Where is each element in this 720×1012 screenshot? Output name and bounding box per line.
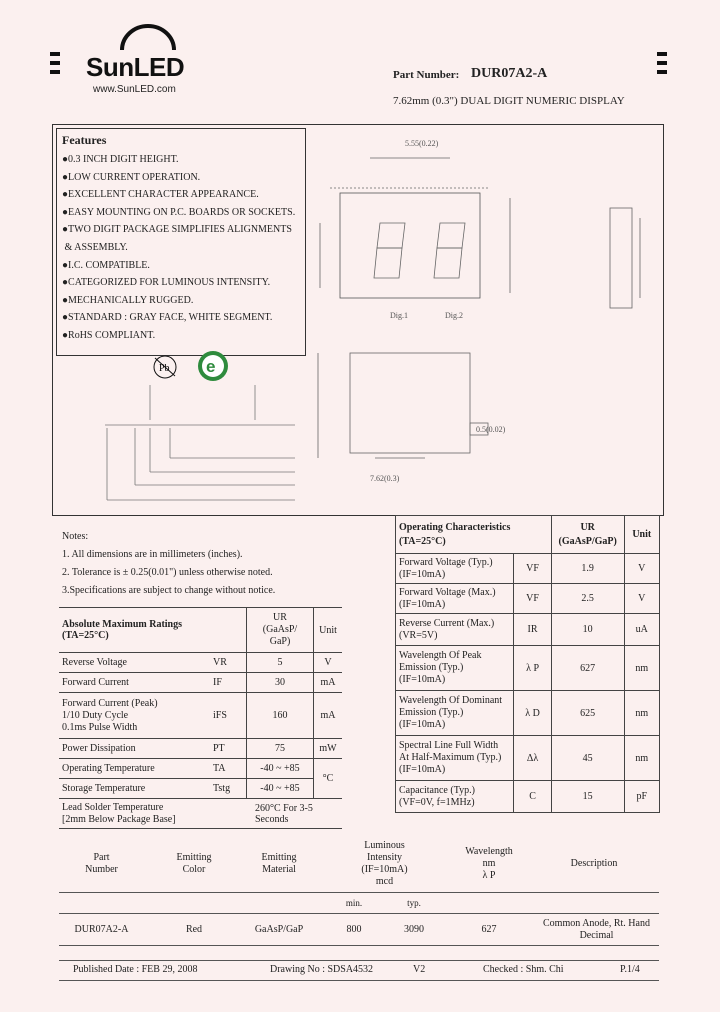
row-part: DUR07A2-A — [74, 924, 129, 935]
dimension-drawing — [310, 128, 660, 508]
left-bars-icon — [50, 52, 60, 79]
part-number: DUR07A2-A — [471, 66, 548, 81]
table-row: Lead Solder Temperature [2mm Below Package Base] 260°C For 3-5 Seconds — [59, 799, 342, 829]
table-row: Storage Temperature Tstg -40 ~ +85 — [59, 779, 342, 799]
table-row: Reverse Current (Max.) (VR=5V) IR 10 uA — [396, 614, 660, 646]
sun-arc-icon — [118, 22, 178, 52]
table-row: Forward Voltage (Typ.) (IF=10mA) VF 1.9 V — [396, 554, 660, 584]
op-title-cell: Operating Characteristics (TA=25°C) — [396, 516, 552, 554]
dig1-label: Dig.1 — [390, 311, 408, 320]
description-header: Description — [570, 858, 618, 869]
notes-title: Notes: — [62, 531, 89, 542]
row-wavelength: 627 — [481, 924, 497, 935]
feature-item: ●I.C. COMPATIBLE. — [62, 259, 150, 271]
amr-ur-header: UR (GaAsP/ GaP) — [247, 608, 314, 653]
svg-text:5.55(0.22): 5.55(0.22) — [405, 139, 439, 148]
feature-item: ●EXCELLENT CHARACTER APPEARANCE. — [62, 189, 259, 201]
row-color: Red — [185, 924, 203, 935]
table-row: Wavelength Of Peak Emission (Typ.) (IF=10mA) λ P 627 nm — [396, 646, 660, 691]
right-bars-icon — [657, 52, 667, 79]
circuit-schematic — [95, 380, 305, 510]
page-number: P.1/4 — [620, 964, 640, 975]
table-row: Forward Current (Peak) 1/10 Duty Cycle 0.1ms Pulse Width iFS 160 mA — [59, 693, 342, 739]
note-item: 3.Specifications are subject to change without notice. — [62, 585, 276, 596]
row-description: Common Anode, Rt. Hand Decimal — [543, 918, 650, 941]
note-item: 1. All dimensions are in millimeters (inches). — [62, 549, 243, 560]
dig2-label: Dig.2 — [445, 311, 463, 320]
brand-logo: SunLED — [86, 52, 185, 82]
part-header: Part Number — [85, 852, 118, 875]
amr-unit-header: Unit — [314, 608, 343, 653]
part-table — [59, 840, 659, 950]
notes-section — [62, 528, 275, 600]
part-number-label: Part Number: — [393, 69, 460, 81]
operating-characteristics-table — [395, 515, 660, 813]
row-material: GaAsP/GaP — [254, 924, 304, 935]
typ-header: typ. — [407, 898, 421, 908]
color-header: Emitting Color — [176, 852, 212, 875]
features-list — [62, 151, 295, 345]
table-row: Forward Current IF 30 mA — [59, 673, 342, 693]
feature-item: & ASSEMBLY. — [62, 241, 128, 253]
op-ur-header: UR (GaAsP/GaP) — [551, 516, 624, 554]
wavelength-header: Wavelength nm λ P — [465, 846, 513, 881]
table-row: Operating Temperature TA -40 ~ +85 °C — [59, 759, 342, 779]
material-header: Emitting Material — [261, 852, 297, 875]
pin-tolerance-label: 0.5(0.02) — [476, 425, 506, 434]
feature-item: ●LOW CURRENT OPERATION. — [62, 171, 201, 183]
table-row: Wavelength Of Dominant Emission (Typ.) (IF=10mA) λ D 625 nm — [396, 691, 660, 736]
feature-item: ●MECHANICALLY RUGGED. — [62, 294, 194, 306]
published-date: Published Date : FEB 29, 2008 — [73, 964, 198, 975]
amr-title-cell — [59, 608, 210, 653]
feature-item: ●RoHS COMPLIANT. — [62, 329, 156, 341]
table-row: Reverse Voltage VR 5 V — [59, 653, 342, 673]
checked-by: Checked : Shm. Chi — [483, 964, 564, 975]
svg-text:e: e — [206, 357, 216, 376]
pin-pitch-label: 7.62(0.3) — [370, 474, 400, 483]
drawing-number: Drawing No : SDSA4532 — [270, 964, 374, 975]
feature-item: ●TWO DIGIT PACKAGE SIMPLIFIES ALIGNMENTS — [62, 224, 292, 236]
note-item: 2. Tolerance is ± 0.25(0.01") unless otherwise noted. — [62, 567, 273, 578]
table-row: Capacitance (Typ.) (VF=0V, f=1MHz) C 15 pF — [396, 781, 660, 813]
min-header: min. — [345, 898, 363, 908]
feature-item: ●STANDARD : GRAY FACE, WHITE SEGMENT. — [62, 312, 273, 324]
feature-item: ●0.3 INCH DIGIT HEIGHT. — [62, 154, 179, 165]
op-unit-header: Unit — [624, 516, 659, 554]
rohs-e-icon — [196, 349, 230, 383]
absolute-max-table — [59, 607, 342, 829]
pb-free-icon — [150, 353, 180, 381]
amr-title-cond: (TA=25°C) — [62, 630, 109, 641]
table-row: Spectral Line Full Width At Half-Maximum (Typ.) (IF=10mA) Δλ 45 nm — [396, 736, 660, 781]
table-row: Power Dissipation PT 75 mW — [59, 739, 342, 759]
table-row: Forward Voltage (Max.) (IF=10mA) VF 2.5 V — [396, 584, 660, 614]
features-title: Features — [62, 133, 107, 147]
pb-label: Pb — [159, 363, 170, 374]
luminous-header: Luminous Intensity (IF=10mA) mcd — [361, 840, 408, 887]
row-typ: 3090 — [404, 924, 424, 935]
feature-item: ●CATEGORIZED FOR LUMINOUS INTENSITY. — [62, 277, 271, 289]
version: V2 — [413, 964, 426, 975]
row-min: 800 — [346, 924, 362, 935]
feature-item: ●EASY MOUNTING ON P.C. BOARDS OR SOCKETS. — [62, 206, 296, 218]
product-description: 7.62mm (0.3") DUAL DIGIT NUMERIC DISPLAY — [393, 95, 625, 107]
amr-title: Absolute Maximum Ratings — [62, 619, 183, 630]
brand-url[interactable]: www.SunLED.com — [93, 84, 176, 95]
